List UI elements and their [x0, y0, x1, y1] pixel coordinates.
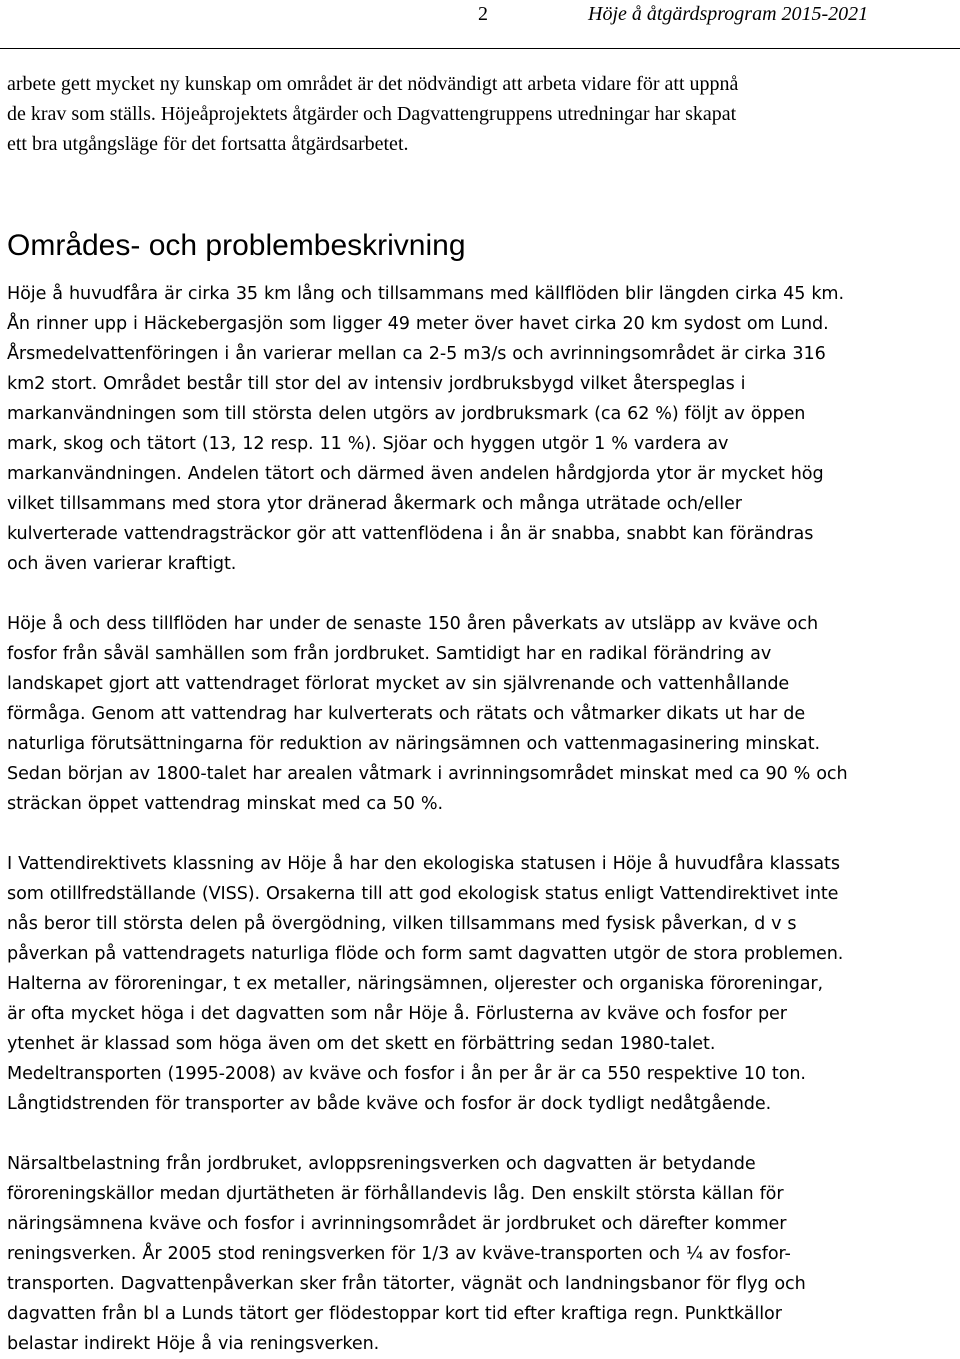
page-header	[0, 0, 960, 49]
text-line: som otillfredställande (VISS). Orsakerna till att god ekologisk status enligt Vattendirektivet inte	[7, 884, 839, 904]
text-line: belastar indirekt Höje å via reningsverken.	[7, 1334, 380, 1354]
text-line: markanvändningen som till största delen utgörs av jordbruksmark (ca 62 %) följt av öppen	[7, 404, 806, 424]
text-line: reningsverken. År 2005 stod reningsverken för 1/3 av kväve-transporten och ¼ av fosfor-	[7, 1244, 791, 1264]
body-paragraph	[7, 849, 952, 1119]
text-line: sträckan öppet vattendrag minskat med ca 50 %.	[7, 794, 443, 814]
text-line: mark, skog och tätort (13, 12 resp. 11 %). Sjöar och hyggen utgör 1 % vardera av	[7, 434, 729, 454]
text-line: I Vattendirektivets klassning av Höje å har den ekologiska statusen i Höje å huvudfåra klassats	[7, 854, 840, 874]
text-line: föroreningskällor medan djurtätheten är förhållandevis låg. Den enskilt största källan för	[7, 1184, 784, 1204]
text-line: markanvändningen. Andelen tätort och därmed även andelen hårdgjorda ytor är mycket hög	[7, 464, 824, 484]
text-line: arbete gett mycket ny kunskap om området är det nödvändigt att arbeta vidare för att uppnå	[7, 73, 739, 95]
text-line: kulverterade vattendragsträckor gör att vattenflödena i ån är snabba, snabbt kan förändras	[7, 524, 814, 544]
text-line: dagvatten från bl a Lunds tätort ger flödestoppar kort tid efter kraftiga regn. Punktkällor	[7, 1304, 782, 1324]
text-line: ett bra utgångsläge för det fortsatta åtgärdsarbetet.	[7, 133, 409, 155]
text-line: Höje å huvudfåra är cirka 35 km lång och tillsammans med källflöden blir längden cirka 45 km.	[7, 284, 844, 304]
body-paragraph	[7, 609, 952, 819]
running-title: Höje å åtgärdsprogram 2015-2021	[588, 3, 869, 25]
text-line: nås beror till största delen på övergödning, vilken tillsammans med fysisk påverkan, d v s	[7, 914, 797, 934]
text-line: Medeltransporten (1995-2008) av kväve och fosfor i ån per år är ca 550 respektive 10 ton.	[7, 1064, 806, 1084]
text-line: är ofta mycket höga i det dagvatten som når Höje å. Förlusterna av kväve och fosfor per	[7, 1004, 787, 1024]
text-line: Halterna av föroreningar, t ex metaller, näringsämnen, oljerester och organiska föroreningar,	[7, 974, 824, 994]
text-line: landskapet gjort att vattendraget förlorat mycket av sin självrenande och vattenhållande	[7, 674, 790, 694]
text-line: Årsmedelvattenföringen i ån varierar mellan ca 2-5 m3/s och avrinningsområdet är cirka 316	[7, 344, 826, 364]
text-line: fosfor från såväl samhällen som från jordbruket. Samtidigt har en radikal förändring av	[7, 644, 772, 664]
text-line: Närsaltbelastning från jordbruket, avloppsreningsverken och dagvatten är betydande	[7, 1154, 756, 1174]
text-line: naturliga förutsättningarna för reduktion av näringsämnen och vattenmagasinering minskat.	[7, 734, 820, 754]
text-line: Långtidstrenden för transporter av både kväve och fosfor är dock tydligt nedåtgående.	[7, 1094, 772, 1114]
text-line: ytenhet är klassad som höga även om det skett en förbättring sedan 1980-talet.	[7, 1034, 716, 1054]
body-paragraph	[7, 1149, 952, 1359]
text-line: Ån rinner upp i Häckebergasjön som ligger 49 meter över havet cirka 20 km sydost om Lund.	[7, 314, 829, 334]
text-line: km2 stort. Området består till stor del av intensiv jordbruksbygd vilket återspeglas i	[7, 374, 746, 394]
intro-paragraph	[7, 69, 952, 159]
text-line: Höje å och dess tillflöden har under de senaste 150 åren påverkats av utsläpp av kväve och	[7, 614, 819, 634]
text-line: och även varierar kraftigt.	[7, 554, 237, 574]
body-paragraph	[7, 279, 952, 579]
text-line: näringsämnena kväve och fosfor i avrinningsområdet är jordbruket och därefter kommer	[7, 1214, 787, 1234]
text-line: påverkan på vattendragets naturliga flöde och form samt dagvatten utgör de stora problemen.	[7, 944, 844, 964]
page-number: 2	[478, 3, 488, 25]
text-line: vilket tillsammans med stora ytor dränerad åkermark och många uträtade och/eller	[7, 494, 742, 514]
text-line: Sedan början av 1800-talet har arealen våtmark i avrinningsområdet minskat med ca 90 % och	[7, 764, 848, 784]
text-line: de krav som ställs. Höjeåprojektets åtgärder och Dagvattengruppens utredningar har skapat	[7, 103, 737, 125]
text-line: transporten. Dagvattenpåverkan sker från tätorter, vägnät och landningsbanor för flyg och	[7, 1274, 806, 1294]
section-heading: Områdes- och problembeskrivning	[7, 229, 466, 262]
text-line: förmåga. Genom att vattendrag har kulverterats och rätats och våtmarker dikats ut har de	[7, 704, 806, 724]
